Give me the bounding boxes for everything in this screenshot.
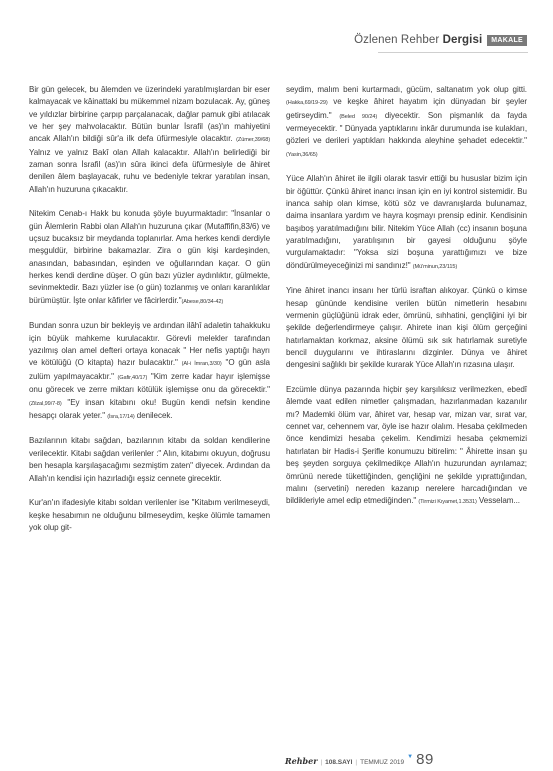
citation: (Tirmizi Kıyamet,1.3531): [418, 499, 477, 506]
paragraph: [29, 497, 270, 534]
paragraph-text: Yüce Allah'ın âhiret ile ilgili olarak tasvir ettiği bu hususlar bizim için bir öğüttür. Çünkü âhiret inancı insan için en iyi kontrol sistemidir. Bu inanca sahip olan kimse, kötü söz ve davranışlarda bulunamaz, daima insanlara yardım ve hayra koşmayı prensip edinir. Kendisinin başıboş yaratılmadığını bilir. Nitekim Yüce Allah (cc) insanın boşuna yaratılmadığını, yaratılışının bir gayesi olduğunu şöyle vurgulamaktadır: "Yoksa sizi boşuna yarattığımızı ve bize döndürülmeyeceğinizi mi sandınız!": [286, 174, 527, 270]
paragraph: [29, 84, 270, 196]
paragraph-text: diyecektir. Son pişmanlık da fayda vermeyecektir. " Dünyada yaptıklarını inkâr durumunda ise kulakları, gözleri ve derileri yaptıkları hakkında aleyhine şehadet edecektir.": [286, 110, 527, 146]
left-column: [29, 84, 270, 546]
paragraph-text: Nitekim Cenab-ı Hakk bu konuda şöyle buyurmaktadır: "İnsanlar o gün Âlemlerin Rabbi olan Allah'ın huzuruna çıkar (Mutaffifin,83/6) ve uçsuz bucaksız bir meydanda toplanırlar. Ama herkes kendi derdiyle meşguldür, birbirine bakamazlar. Zira o gün kişi kardeşinden, anasından, babasından, eşinden ve oğullarından kaçar. O gün herkes kendi derdine düşer. O gün bazı yüzler aydınlıktır, gülmekte, sevinmektedir. Bazı yüzler ise (o gün) tozlanmış ve onları karanlıklar bürümüştür. İşte onlar kâfirler ve fâcirlerdir.": [29, 209, 270, 305]
paragraph-text: Ezcümle dünya pazarında hiçbir şey karşılıksız verilmezken, ebedî âlemde vaat edilen nimetler çalışmadan, hazırlanmadan kazanılır mı? Mademki ölüm var, âhiret var, hesap var, mizan var, sırat var, cennet var, cehennem var, öyle ise hazır olalım. Hesaba çekilmeden önce kendimizi hesaba çekelim. Kendimizi hesaba çekmemizi hatırlatan bir Hadis-i Şerifle konumuzu bitirelim: " Âhirette insan şu beş şeyden sorguya çekilmedikçe Allah'ın huzurundan ayrılamaz; ömrünü nerede tükettiğinden, gençliğini ne şekilde yıprattığından, malını (servetini) nereden kazanıp nerelere harcadığından ve bildikleriyle amel edip etmediğinden.": [286, 385, 527, 506]
running-header: [354, 34, 527, 46]
paragraph-text: Bir gün gelecek, bu âlemden ve üzerindeki yaratılmışlardan bir eser kalmayacak ve kâinattaki bu mükemmel nizam bozulacak. Ay, güneş ve yıldızlar birbirine çarpıp parçalanacak, dağlar pamuk gibi atılacak ve her şey mahvolacaktır. Bütün bunlar İsrafil (as)'ın mahiyetini ancak Allah'ın bildiği sûr'a ilk defa üfürmesiyle olacaktır.: [29, 85, 270, 144]
citation: (Gafir,40/17): [117, 374, 148, 381]
page-footer: [285, 751, 434, 768]
citation: (Abese,80/34-42): [181, 298, 224, 305]
citation: (Mü'minun,23/115): [412, 263, 458, 270]
issue-date: TEMMUZ 2019: [360, 759, 405, 766]
section-badge: MAKALE: [487, 35, 527, 46]
footer-separator: |: [355, 759, 358, 766]
magazine-title: Özlenen Rehber Dergisi: [354, 34, 483, 46]
paragraph-text: Kur'an'ın ifadesiyle kitabı soldan verilenler ise "Kitabım verilmeseydi, keşke hesabımın ne olduğunu bilmeseydim, keşke ölümle tamamen yok olup git-: [29, 498, 270, 532]
paragraph: [286, 384, 527, 508]
paragraph-text: "Ey insan kitabını oku! Bugün kendi nefsin kendine hesapçı olarak yeter.": [29, 397, 270, 420]
footer-brand: Rehber: [285, 756, 318, 766]
footer-separator: |: [320, 759, 323, 766]
citation: (Beled 90/24): [339, 113, 378, 120]
citation: (İsra,17/14): [107, 413, 135, 420]
paragraph-text: Bundan sonra uzun bir bekleyiş ve ardından ilâhî adaletin tahakkuku için büyük mahkeme kurulacaktır. Görevli melekler tarafından yazılmış olan amel defteri ortaya konacak " Her nefis yaptığı hayrı ve kötülüğü (O kitapta) hazır bulacaktır.": [29, 321, 270, 368]
paragraph-text: seydim, malım beni kurtarmadı, gücüm, saltanatım yok olup gitti.: [286, 85, 527, 94]
paragraph: [286, 285, 527, 371]
citation: (Al-i İmran,3/30): [181, 361, 222, 368]
citation: (Hakka,69/19-29): [286, 100, 328, 107]
paragraph-text: "O gün asla zulüm yapılmayacaktır.": [29, 358, 270, 381]
right-column: [286, 84, 527, 521]
paragraph-text: "Kim zerre kadar hayır işlemişse onu görecek ve zerre miktarı kötülük işlemişse onu da görecektir.": [29, 371, 270, 395]
paragraph-text: Yalnız ve yalnız Bakî olan Allah kalacaktır. Allah'ın belirlediği bir zaman sonra İsrafil (as)'ın sûra ikinci defa üfürmesiyle de âhiret denilen âlem başlayacak, ruhu ve bedeniyle tekrar yaratılan insan, Allah'ın huzuruna çıkacaktır.: [29, 147, 270, 194]
paragraph-text: denilecek.: [134, 410, 173, 420]
paragraph: [286, 84, 527, 161]
citation: (Zilzal,99/7-8): [29, 400, 62, 407]
paragraph-text: ve keşke âhiret hayatım için dünyadan bir şeyler getirseydim.": [286, 97, 527, 120]
paragraph: [29, 320, 270, 423]
paragraph: [29, 208, 270, 308]
paragraph-text: Bazılarının kitabı sağdan, bazılarının kitabı da soldan kendilerine verilecektir. Kitabı sağdan verilenler :" Alın, kitabımı okuyun, doğrusu ben hesapla karşılaşacağımı sezmiştim zaten" diyecek. Ardından da Allah'ın kendisi için hazırladığı eşsiz cennete girecektir.: [29, 436, 270, 483]
citation: (Yasin,36/65): [286, 151, 318, 158]
issue-number: 108.SAYI: [325, 759, 353, 766]
paragraph-text: Yine âhiret inancı insanı her türlü israftan alıkoyar. Çünkü o kimse hesap gününde kendisine verilen bütün nimetlerin hesabını vermenin güçlüğünü idrak eder, ömrünü, sıhhatini, gençliğini iyi bir şekilde değerlendirmeye çalışır. Ahirete inan kişi ölüm gerçeğini hatırlamaktan korkmaz, aksine ölümü sık sık hatırlamak suretiyle bencil duygularını ve ihtiraslarını dizginler. Dünya ve âhiret dengesini sağlıklı bir şekilde kurarak Yüce Allah'ın rızasına ulaşır.: [286, 286, 527, 370]
header-divider: [378, 52, 528, 53]
paragraph: [29, 435, 270, 484]
page-number: 89: [416, 751, 434, 768]
paragraph-text: Vesselam...: [476, 496, 520, 506]
triangle-icon: ▼: [407, 754, 414, 760]
paragraph: [286, 173, 527, 273]
citation: (Zümer,39/68): [236, 137, 270, 144]
